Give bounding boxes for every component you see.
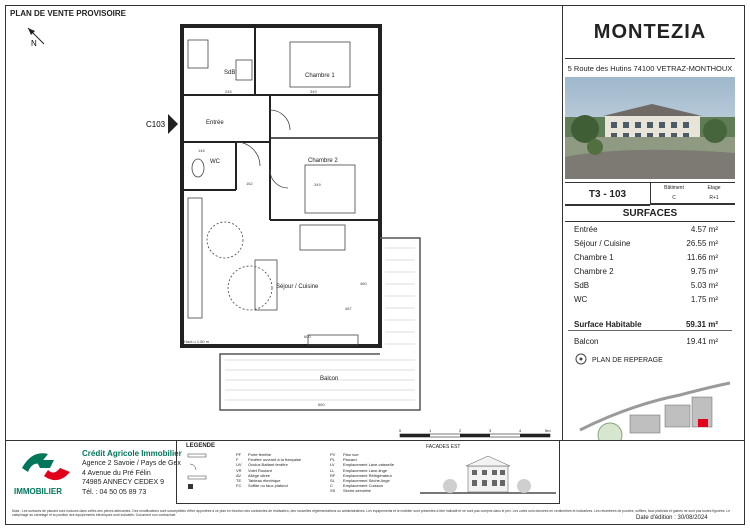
room-chambre2: Chambre 2 <box>308 158 338 164</box>
surfaces-title: SURFACES <box>565 204 735 222</box>
legend-label: Fenêtre ouvrant à la française <box>248 457 302 463</box>
dining-table <box>255 260 277 310</box>
legend-label: Tableau électrique <box>248 478 281 484</box>
legend-code: UV <box>236 462 242 468</box>
surface-value: 26.55 m² <box>686 239 718 248</box>
balcon-label: Balcon <box>574 337 599 346</box>
legend-code: C <box>330 483 333 489</box>
room-sdb: SdB <box>224 70 236 76</box>
legend-label: Soffite ou faux plafond <box>248 483 288 489</box>
tv-unit <box>308 335 358 345</box>
surface-row <box>574 267 718 276</box>
surface-row <box>574 239 718 248</box>
legal-note: Nota : Les surfaces de placard sont incluses dans celles des pièces attenantes. Des modifications sont susceptibles d'être apportées à ce plan en fonction des contraintes de réalisation, des nouvelles réglementations ou administratives. Les équipements et le mobilier sont présentés à titre indicatif et ne sont pas compris dans le prix. Les cotes sont données en centimètres et indicatives. Les retombées de poutres, soffites, faux plafonds et gaines ne sont pas toutes figurées. Le calepinage du carrelage et la position des équipements électriques sont indicatifs. Document non contractuel. <box>12 509 731 517</box>
facade-drawing <box>420 452 556 500</box>
legend-code: F <box>236 457 239 463</box>
legend-label: Emplacement Cuisson <box>343 483 384 489</box>
agency-line: 74985 ANNECY CEDEX 9 <box>82 479 164 486</box>
shower <box>188 40 208 68</box>
project-name: MONTEZIA <box>593 20 707 43</box>
dim-label: 349 <box>314 182 321 187</box>
north-arrow-icon <box>22 22 52 52</box>
surface-value: 5.03 m² <box>690 281 718 290</box>
surface-habitable-label: Surface Habitable <box>574 320 642 329</box>
scale-label: 2 <box>459 428 462 433</box>
plan-type-label: PLAN DE VENTE PROVISOIRE <box>10 9 127 18</box>
legend-col1-labels <box>248 452 301 488</box>
legend-label: Placard <box>343 457 357 463</box>
sink <box>236 60 252 80</box>
legend-code: FC <box>236 483 242 489</box>
legend-symbols <box>186 452 226 492</box>
surface-habitable-row <box>574 320 718 329</box>
project-address: 5 Route des Hutins 74100 VETRAZ-MONTHOUX <box>565 58 735 78</box>
dim-label: 162 <box>246 181 253 186</box>
legend-code: RF <box>330 472 336 478</box>
scale-label: 1 <box>429 428 432 433</box>
legend-code: AV <box>236 472 242 478</box>
surface-row <box>574 253 718 262</box>
legend-label: Plan vue <box>343 452 359 457</box>
room-sejour: Séjour / Cuisine <box>276 284 319 290</box>
surface-row <box>574 281 718 290</box>
dim-label: 600 <box>304 334 311 339</box>
locator-pin-icon <box>574 352 588 366</box>
legend-code: SL <box>330 478 335 484</box>
dim-label: 349 <box>310 89 317 94</box>
room-wc: WC <box>210 159 220 165</box>
agency-line: Agence 2 Savoie / Pays de Gex <box>82 460 181 467</box>
lot-reference: T3 - 103 <box>565 182 650 206</box>
bed-chambre2 <box>305 165 355 213</box>
surface-value: 4.57 m² <box>690 225 718 234</box>
dim-label: 660 <box>318 402 325 407</box>
surface-row <box>574 295 718 304</box>
room-balcon: Balcon <box>320 376 339 382</box>
legend-label: Emplacement Lave-linge <box>343 467 388 473</box>
entry-code: C103 <box>146 120 166 129</box>
entry-arrow-icon <box>168 114 178 134</box>
compass-letter: N <box>31 39 37 48</box>
legend-label: Oculus Battant fenêtre <box>248 462 288 468</box>
legend-code: VR <box>236 467 242 473</box>
room-chambre1: Chambre 1 <box>305 73 335 79</box>
batiment-value: C <box>672 195 676 201</box>
scale-bar <box>395 426 555 440</box>
agency-line: 4 Avenue du Pré Félin <box>82 470 151 477</box>
agency-logo-text: IMMOBILIER <box>14 487 62 496</box>
balcon-row <box>574 337 718 346</box>
scale-label: 0 <box>399 428 402 433</box>
legend-label: Porte fenêtre <box>248 452 272 457</box>
sofa <box>300 225 345 250</box>
legend-label: Volet Roulant <box>248 467 272 473</box>
legend-label: Emplacement Sèche-linge <box>343 478 390 484</box>
room-entree: Entrée <box>206 120 224 126</box>
bed-chambre1 <box>290 42 350 87</box>
scale-label: 4 <box>519 428 522 433</box>
legend-title: LEGENDE <box>186 443 216 449</box>
legend-code: TE <box>236 478 242 484</box>
dim-label: 487 <box>345 306 352 311</box>
legend-label: Allège vitrée <box>248 472 271 478</box>
facades-title: FACADES EST <box>426 444 461 450</box>
surface-label: Entrée <box>574 225 598 234</box>
surface-value: 11.66 m² <box>687 253 718 262</box>
dim-label: 480 <box>360 281 367 286</box>
surface-label: Chambre 2 <box>574 267 614 276</box>
surface-label: Séjour / Cuisine <box>574 239 631 248</box>
scale-label: 5m <box>545 428 551 433</box>
legend-code: LL <box>330 467 335 473</box>
surface-label: Chambre 1 <box>574 253 614 262</box>
legend-code: SS <box>330 488 336 494</box>
toilet <box>192 159 204 177</box>
legend-label: Emplacement Lave-vaisselle <box>343 462 394 468</box>
legend-code: PF <box>236 452 242 457</box>
legend-code: PL <box>330 457 335 463</box>
building-render-image <box>565 77 735 179</box>
surface-label: WC <box>574 295 588 304</box>
legend-col2-codes <box>330 452 335 494</box>
floor-plan <box>60 20 560 440</box>
etage-value: R+1 <box>709 195 719 201</box>
legend-col2-labels <box>343 452 394 494</box>
surface-value: 9.75 m² <box>690 267 718 276</box>
plan-reperage-label: PLAN DE REPERAGE <box>592 357 663 364</box>
lot-info-grid <box>650 182 735 204</box>
edition-date: Date d'édition : 30/08/2024 <box>636 515 708 521</box>
surface-habitable-rule <box>568 330 732 331</box>
etage-label: Etage <box>707 185 721 191</box>
dim-label: 245 <box>225 89 232 94</box>
right-panel-divider <box>562 5 563 440</box>
legend-label: Emplacement Réfrigérateur <box>343 472 392 478</box>
legend-code: LV <box>330 462 335 468</box>
surface-row <box>574 225 718 234</box>
agency-line: Tél. : 04 50 05 89 73 <box>82 489 147 496</box>
site-locator-plan <box>570 375 738 440</box>
surface-label: SdB <box>574 281 590 290</box>
surface-value: 1.75 m² <box>690 295 718 304</box>
legend-col1-codes <box>236 452 242 488</box>
legend-label: Sèche-serviette <box>343 488 371 494</box>
scale-label: 3 <box>489 428 492 433</box>
agency-name: Crédit Agricole Immobilier <box>82 449 182 458</box>
legend-code: PV <box>330 452 336 457</box>
kitchen-counter <box>188 198 202 318</box>
balcon-value: 19.41 m² <box>686 337 718 346</box>
dim-label: 146 <box>198 148 205 153</box>
dim-label: Haut u 1.80 m <box>184 339 210 344</box>
batiment-label: Bâtiment <box>664 185 684 191</box>
surface-habitable-value: 59.31 m² <box>685 320 718 329</box>
